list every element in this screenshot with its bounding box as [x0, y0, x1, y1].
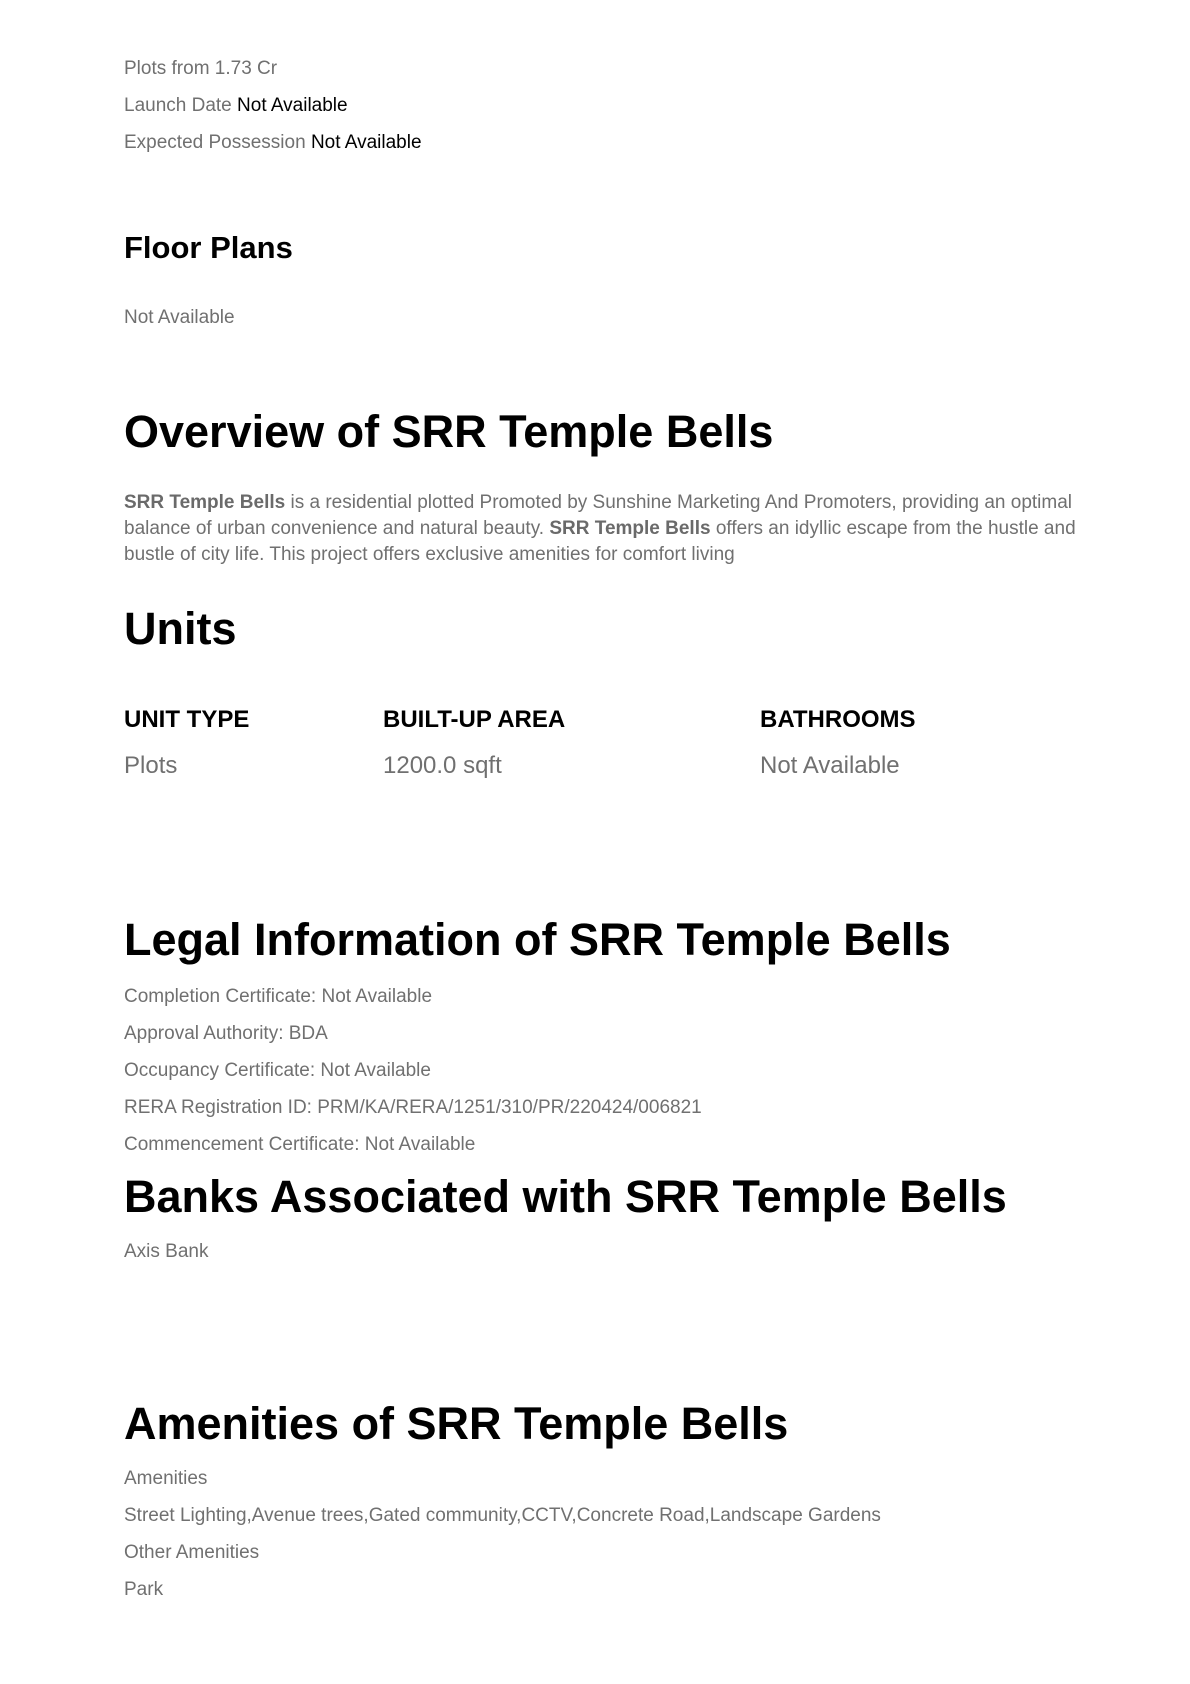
- overview-paragraph: [124, 490, 1084, 568]
- possession-value: Not Available: [310, 132, 422, 153]
- price-line: Plots from 1.73 Cr: [124, 58, 278, 79]
- units-cell-built-up-area: 1200.0 sqft: [383, 752, 502, 779]
- launch-date-line: [124, 94, 348, 118]
- overview-project-name-2: SRR Temple Bells: [549, 518, 711, 539]
- overview-text-1: is a residential plotted Promoted by Sunshine Marketing And Promoters, providing an optimal balance of urban convenience and natural beauty.: [124, 492, 1073, 539]
- launch-date-label: Launch Date: [124, 95, 232, 116]
- banks-heading: Banks Associated with SRR Temple Bells: [124, 1171, 1007, 1222]
- units-col-unit-type: UNIT TYPE: [124, 706, 250, 733]
- overview-heading: Overview of SRR Temple Bells: [124, 406, 774, 457]
- units-col-built-up-area: BUILT-UP AREA: [383, 706, 566, 733]
- legal-item: Occupancy Certificate: Not Available: [124, 1060, 431, 1081]
- legal-item: Completion Certificate: Not Available: [124, 986, 433, 1007]
- amenities-heading: Amenities of SRR Temple Bells: [124, 1398, 789, 1449]
- units-heading: Units: [124, 603, 237, 654]
- launch-date-value: Not Available: [237, 95, 348, 116]
- legal-item: Approval Authority: BDA: [124, 1023, 328, 1044]
- amenities-label: Amenities: [124, 1468, 208, 1489]
- units-cell-bathrooms: Not Available: [760, 752, 900, 779]
- other-amenities-label: Other Amenities: [124, 1542, 260, 1563]
- legal-item: RERA Registration ID: PRM/KA/RERA/1251/310/PR/220424/006821: [124, 1097, 702, 1118]
- amenities-list: Street Lighting,Avenue trees,Gated community,CCTV,Concrete Road,Landscape Gardens: [124, 1505, 881, 1526]
- possession-line: [124, 131, 422, 155]
- overview-text-2: offers an idyllic escape from the hustle and bustle of city life. This project offers exclusive amenities for comfort living: [124, 518, 1076, 565]
- overview-project-name: SRR Temple Bells: [124, 492, 286, 513]
- floor-plans-heading: Floor Plans: [124, 230, 293, 265]
- floor-plans-value: Not Available: [124, 307, 235, 328]
- other-amenities-list: Park: [124, 1579, 164, 1600]
- legal-item: Commencement Certificate: Not Available: [124, 1134, 476, 1155]
- possession-label: Expected Possession: [124, 132, 306, 153]
- legal-heading: Legal Information of SRR Temple Bells: [124, 914, 951, 965]
- units-col-bathrooms: BATHROOMS: [760, 706, 916, 733]
- units-cell-unit-type: Plots: [124, 752, 178, 779]
- banks-value: Axis Bank: [124, 1241, 209, 1262]
